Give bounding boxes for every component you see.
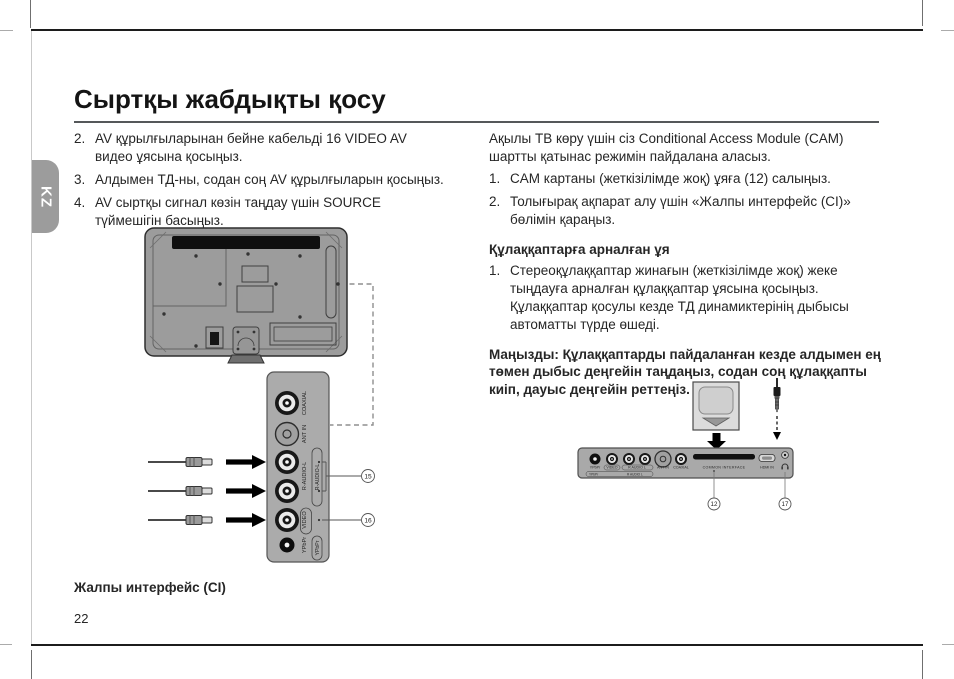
step-number: 1. bbox=[489, 170, 501, 186]
cam-step-item bbox=[489, 193, 887, 229]
label-ant-in: ANT IN bbox=[657, 465, 669, 470]
language-tab-label: KZ bbox=[37, 185, 54, 208]
page-border-bottom bbox=[31, 644, 923, 646]
step-item bbox=[74, 171, 474, 189]
step-number: 3. bbox=[74, 171, 86, 187]
left-edge-rail bbox=[31, 31, 32, 644]
common-interface-slot bbox=[693, 454, 755, 460]
audio-left-jack bbox=[275, 479, 299, 503]
video-jack bbox=[275, 508, 299, 532]
headphones-heading: Құлаққаптарға арналған ұя bbox=[489, 241, 670, 257]
panel-label-audio-bracket: R-AUDIO-L bbox=[315, 463, 321, 491]
cam-card bbox=[693, 382, 739, 430]
step-text: Толығырақ ақпарат алу үшін «Жалпы интерфейс (CI)» бөлімін қараңыз. bbox=[510, 193, 851, 227]
crop-stub-bottom-left bbox=[0, 644, 12, 645]
panel-label-ypbpr: YPbPr bbox=[302, 536, 308, 554]
step-text: CAM картаны (жеткізілімде жоқ) ұяға (12) салыңыз. bbox=[510, 170, 831, 186]
callout-15-number: 15 bbox=[364, 473, 372, 481]
audio-right-jack bbox=[275, 450, 299, 474]
tv-av-connection-diagram bbox=[130, 222, 380, 572]
panel-label-video: VIDEO bbox=[302, 511, 308, 529]
label-audio: R AUDIO L bbox=[628, 465, 646, 470]
tv-stand bbox=[228, 327, 264, 363]
tv-small-connector bbox=[206, 327, 223, 348]
important-note: Маңызды: Құлаққаптарды пайдаланған кезде алдымен ең төмен дыбыс деңгейін таңдаңыз, содан соң құлаққапты киіп, дауыс деңгейін реттеңіз. bbox=[489, 346, 881, 398]
side-av-panel bbox=[267, 372, 375, 562]
panel-label-coaxial: COAXIAL bbox=[302, 390, 308, 416]
step-number: 2. bbox=[489, 193, 501, 209]
step-text: Стереоқұлаққаптар жинағын (жеткізілімде жоқ) жеке тыңдауға арналған құлаққаптар ұясына қосыңыз. Құлаққаптар қосулы кезде ТД динамиктерінің дыбысы автоматты түрде өшеді. bbox=[510, 262, 849, 332]
title-rule bbox=[74, 121, 879, 123]
label-coaxial: COAXIAL bbox=[673, 465, 689, 470]
label-audio-bracket: R AUDIO L bbox=[627, 472, 643, 477]
label-ypbpr-bracket: YPbPr bbox=[589, 472, 599, 477]
step-text: Алдымен ТД-ны, содан соң AV құрылғыларын қосыңыз. bbox=[95, 171, 444, 187]
label-hdmi: HDMI IN bbox=[760, 465, 774, 470]
step-text: AV сыртқы сигнал көзін таңдау үшін SOURCE түймешігін басыңыз. bbox=[95, 194, 381, 228]
step-item bbox=[74, 130, 474, 166]
headphone-insert-arrow bbox=[773, 416, 781, 440]
left-steps-list bbox=[74, 130, 474, 235]
language-tab bbox=[32, 160, 59, 233]
page-number: 22 bbox=[74, 611, 89, 626]
headphone-plug-icon bbox=[774, 378, 781, 412]
cam-step-item bbox=[489, 170, 887, 188]
video-jack bbox=[606, 453, 618, 465]
av-cable-audio-r bbox=[148, 455, 266, 469]
right-column bbox=[489, 130, 887, 399]
av-cable-audio-l bbox=[148, 484, 266, 498]
crop-tick-top-left bbox=[30, 0, 31, 28]
panel-label-ypbpr-bracket: YPbPr bbox=[315, 540, 321, 556]
crop-stub-top-right bbox=[941, 30, 954, 31]
hdmi-port bbox=[759, 455, 775, 462]
step-number: 1. bbox=[489, 262, 501, 278]
callout-source-dot bbox=[336, 282, 340, 286]
rear-connector-panel bbox=[578, 448, 793, 478]
cam-intro: Ақылы ТВ көру үшін сіз Conditional Access Module (CAM) шартты қатынас режимін пайдалана аласыз. bbox=[489, 131, 844, 164]
coaxial-jack bbox=[675, 453, 687, 465]
step-number: 2. bbox=[74, 131, 86, 146]
crop-tick-bottom-left bbox=[31, 650, 32, 679]
audio-left-jack bbox=[639, 453, 651, 465]
step-number: 4. bbox=[74, 194, 86, 210]
callout-12-number: 12 bbox=[710, 501, 718, 509]
crop-stub-bottom-right bbox=[942, 644, 954, 645]
step-text: AV құрылғыларынан бейне кабельді 16 VIDEO AV видео ұясына қосыңыз. bbox=[95, 131, 407, 164]
coaxial-jack bbox=[275, 391, 299, 415]
av-cable-video bbox=[148, 513, 266, 527]
callout-16-number: 16 bbox=[364, 517, 372, 525]
label-ypbpr: YPbPr bbox=[589, 465, 601, 470]
label-video: VIDEO bbox=[606, 465, 618, 470]
page-title: Сыртқы жабдықты қосу bbox=[74, 84, 386, 114]
headphones-step-item bbox=[489, 262, 887, 334]
page-border-top bbox=[31, 29, 923, 31]
ci-caption: Жалпы интерфейс (CI) bbox=[74, 580, 226, 595]
ant-in-jack bbox=[276, 423, 299, 446]
ant-in-jack bbox=[655, 451, 671, 467]
tv-back-illustration bbox=[145, 228, 347, 363]
ypbpr-mini-jack bbox=[590, 454, 601, 465]
panel-label-audio: R-AUDIO-L bbox=[302, 461, 308, 491]
label-common-interface: COMMON INTERFACE bbox=[702, 465, 746, 470]
crop-tick-bottom-right bbox=[922, 650, 923, 679]
ypbpr-mini-jack bbox=[280, 538, 295, 553]
cam-headphone-diagram bbox=[565, 374, 815, 522]
headphone-jack bbox=[782, 452, 789, 459]
callout-17-number: 17 bbox=[781, 501, 789, 509]
panel-label-ant-in: ANT IN bbox=[302, 424, 308, 444]
crop-stub-top-left bbox=[0, 30, 13, 31]
crop-tick-top-right bbox=[922, 0, 923, 26]
audio-right-jack bbox=[623, 453, 635, 465]
